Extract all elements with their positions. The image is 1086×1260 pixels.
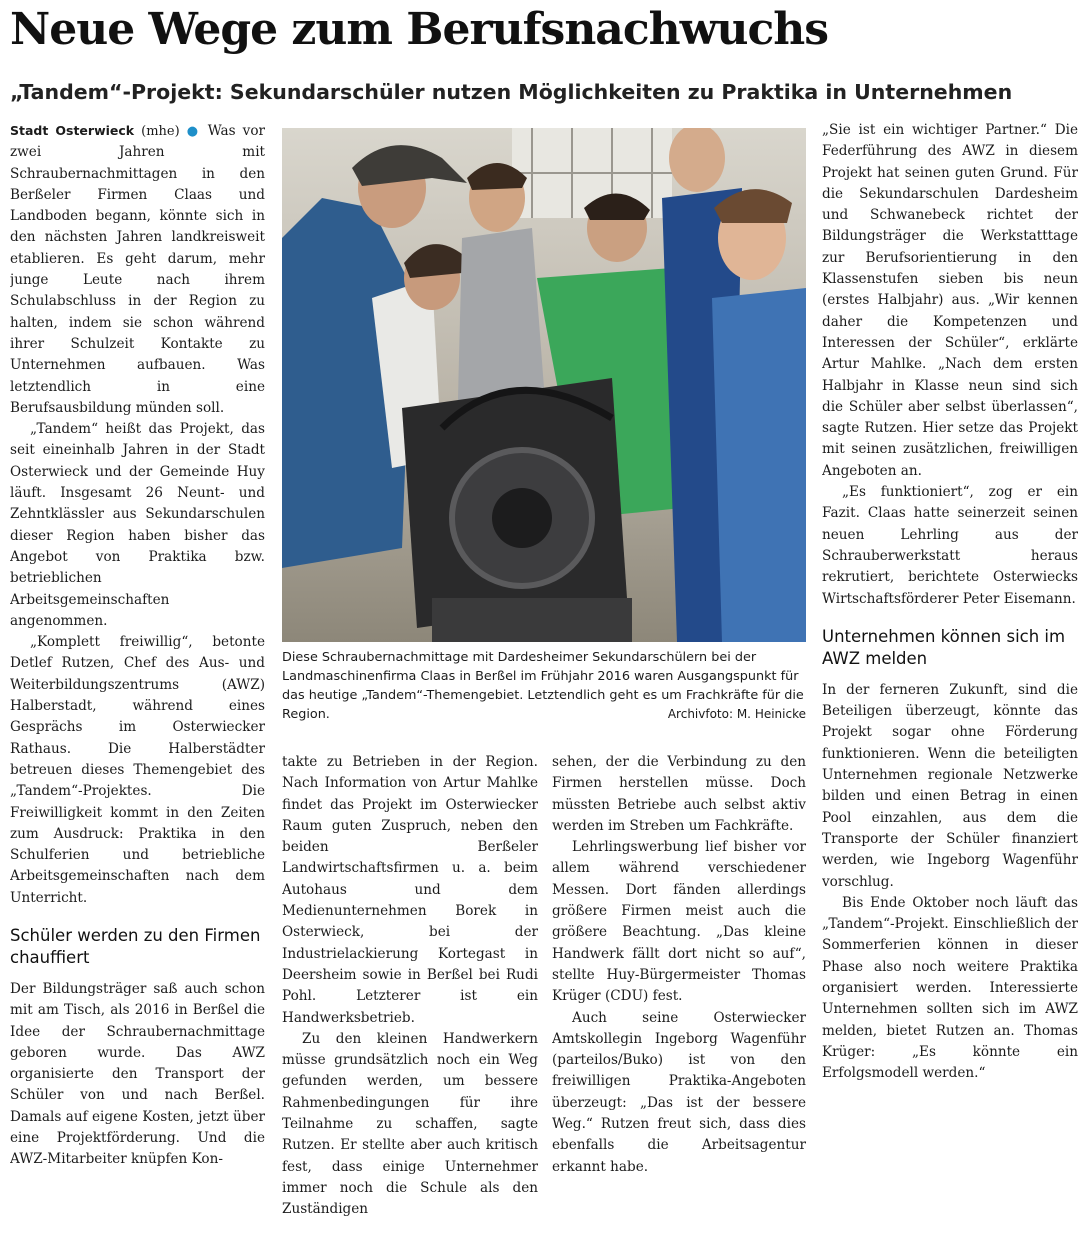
paragraph: „Tandem“ heißt das Projekt, das seit eineinhalb Jahren in der Stadt Osterwieck und der Gemeinde Huy läuft. Insgesamt 26 Neunt- und Zehntklässler aus Sekundarschulen dieser Region haben bisher das Angebot von Praktika bzw. betrieblichen Arbeitsgemeinschaften angenommen. [10,421,265,629]
column-c [552,752,806,1260]
paragraph: „Sie ist ein wichtiger Partner.“ Die Federführung des AWZ in diesem Projekt hat seinen guten Grund. Für die Sekundarschulen Dardesheim und Schwanebeck richtet der Bildungsträger die Werkstatttage zur Berufsorientierung in den Klassenstufen sieben bis neun (erstes Halbjahr) aus. „Wir kennen daher die Kompetenzen und Interessen der Schüler“, erklärte Artur Mahlke. „Nach dem ersten Halbjahr in Klasse neun sind sich die Schüler aber selbst überlassen“, sagte Rutzen. Hier setze das Projekt mit seinen zusätzlichen, freiwilligen Angeboten an. [822,122,1078,479]
column-a [10,120,265,1260]
column-b [282,752,538,1260]
paragraph: In der ferneren Zukunft, sind die Beteiligen überzeugt, könnte das Projekt sogar ohne Förderung funktionieren. Wenn die beteiligten Unternehmen regionale Netzwerke bilden und einen Betrag in einen Pool einzahlen, aus dem die Transporte der Schüler finanziert werden, wie Ingeborg Wagenführ vorschlug. [822,681,1078,890]
subheading-chauffiert: Schüler werden zu den Firmen chauffiert [10,925,261,967]
column-d [822,120,1078,1260]
headline: Neue Wege zum Berufsnachwuchs [10,4,829,55]
photo-credit: Archivfoto: M. Heinicke [667,707,806,721]
caption-text: Diese Schraubernachmittage mit Dardesheimer Sekundarschülern bei der Landmaschinenfirma Claas in Berßel im Frühjahr 2016 waren Ausgangspunkt für das heutige „Tandem“-Themengebiet. Letztendlich geht es um Frachkräfte für die Region. [282,650,804,722]
paragraph: Zu den kleinen Handwerkern müsse grundsätzlich noch ein Weg gefunden werden, um bessere Rahmenbedingungen für ihre Teilnahme zu schaffen, sagte Rutzen. Er stellte aber auch kritisch fest, dass einige Unternehmer immer noch die Schule als den Zuständigen [282,1030,538,1218]
paragraph: „Es funktioniert“, zog er ein Fazit. Claas hatte seinerzeit seinen neuen Lehrling aus der Schrauberwerkstatt heraus rekrutiert, berichtete Osterwiecks Wirtschaftsförderer Peter Eisemann. [822,484,1078,607]
lead-paragraph [10,120,265,419]
dateline-bullet-icon: ● [186,124,201,139]
photo-caption [282,648,806,724]
paragraph: Auch seine Osterwiecker Amtskollegin Ingeborg Wagenführ (parteilos/Buko) ist von den freiwilligen Praktika-Angeboten überzeugt: „Das ist der bessere Weg.“ Rutzen freut sich, dass dies ebenfalls die Arbeitsagentur erkannt habe. [552,1009,806,1175]
paragraph: Der Bildungsträger saß auch schon mit am Tisch, als 2016 in Berßel die Idee der Schraubernachmittage geboren wurde. Das AWZ organisierte den Transport der Schüler von und nach Berßel. Damals auf eigene Kosten, jetzt über eine Projektförderung. Und die AWZ-Mitarbeiter knüpfen Kon- [10,980,265,1168]
subheadline: „Tandem“-Projekt: Sekundarschüler nutzen Möglichkeiten zu Praktika in Unternehmen [10,80,1013,104]
paragraph-text: Was vor zwei Jahren mit Schraubernachmittagen in den Berßeler Firmen Claas und Landboden begann, könnte sich in den nächsten Jahren landkreisweit etablieren. Es geht darum, mehr junge Leute nach ihrem Schulabschluss in der Region zu halten, indem sie schon während ihrer Schulzeit Kontakte zu Unternehmen aufbauen. Was letztendlich in eine Berufsausbildung münden soll. [10,123,265,416]
paragraph: Lehrlingswerbung lief bisher vor allem während verschiedener Messen. Dort fänden allerdings größere Firmen meist auch die größere Beachtung. „Das kleine Handwerk fällt dort nicht so auf“, stellte Huy-Bürgermeister Thomas Krüger (CDU) fest. [552,839,806,1005]
paragraph: sehen, der die Verbindung zu den Firmen herstellen müsse. Doch müssten Betriebe auch selbst aktiv werden im Streben um Fachkräfte. [552,754,806,834]
author-initials: (mhe) [141,124,180,139]
subheading-awz-melden: Unternehmen können sich im AWZ melden [822,626,1066,668]
paragraph: Bis Ende Oktober noch läuft das „Tandem“-Projekt. Einschließlich der Sommerferien können in dieser Phase also noch weitere Praktika organisiert werden. Interessierte Unternehmen sollten sich im AWZ melden, bietet Rutzen an. Thomas Krüger: „Es könnte ein Erfolgsmodell werden.“ [822,894,1078,1082]
dateline-place: Stadt Osterwieck [10,123,135,138]
paragraph: „Komplett freiwillig“, betonte Detlef Rutzen, Chef des Aus- und Weiterbildungszentrums (AWZ) Halberstadt, während eines Gesprächs im Osterwiecker Rathaus. Die Halberstädter betreuen dieses Themengebiet des „Tandem“-Projektes. Die Freiwilligkeit kommt in den Zeiten zum Ausdruck: Praktika in den Schulferien und betriebliche Arbeitsgemeinschaften nach dem Unterricht. [10,634,265,906]
paragraph: takte zu Betrieben in der Region. Nach Information von Artur Mahlke findet das Projekt im Osterwiecker Raum guten Zuspruch, neben den beiden Berßeler Landwirtschaftsfirmen u. a. beim Autohaus und dem Medienunternehmen Borek in Osterwieck, bei der Industrielackierung Kortegast in Deersheim sowie in Berßel bei Rudi Pohl. Letzterer ist ein Handwerksbetrieb. [282,754,538,1026]
article-photo [282,128,806,642]
